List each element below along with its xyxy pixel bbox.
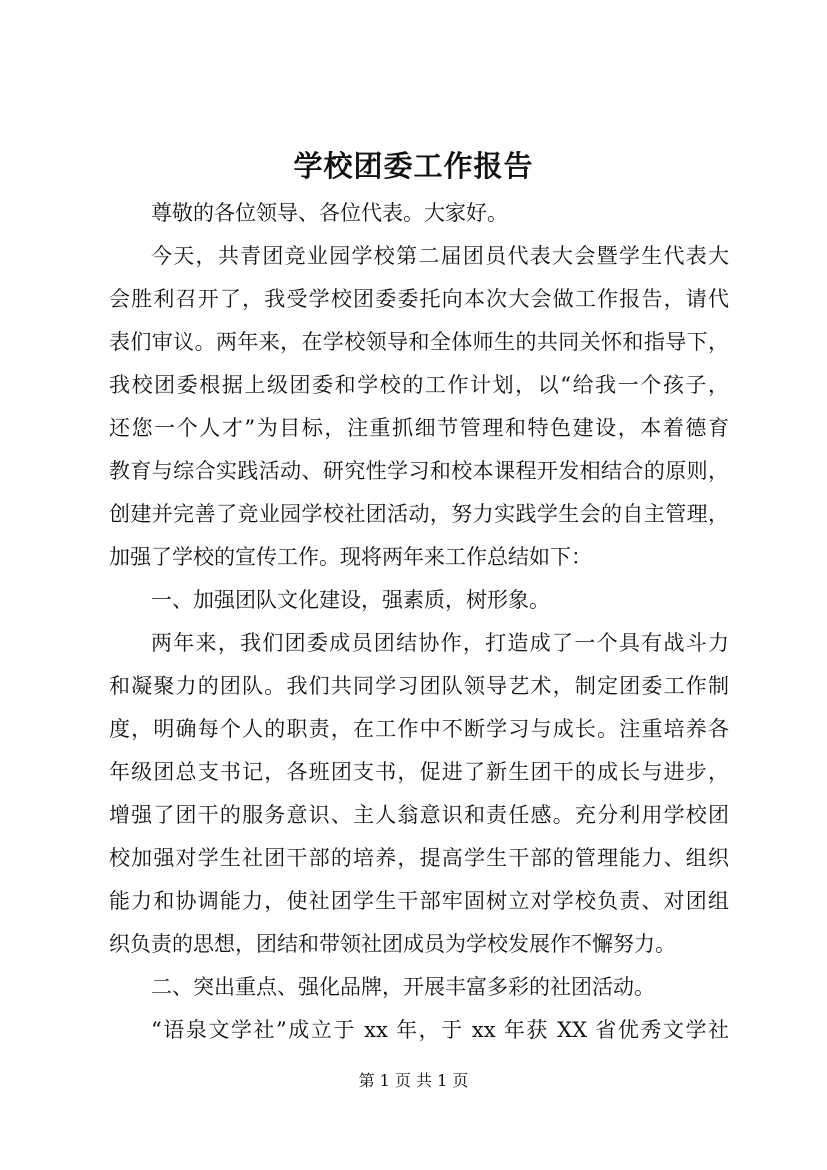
paragraph-line: 表们审议。两年来，在学校领导和全体师生的共同关怀和指导下， xyxy=(109,330,729,354)
paragraph-line: 年级团总支书记，各班团支书，促进了新生团干的成长与进步， xyxy=(109,760,729,784)
paragraph-line: 和凝聚力的团队。我们共同学习团队领导艺术，制定团委工作制 xyxy=(109,674,729,698)
paragraph-line: 织负责的思想，团结和带领社团成员为学校发展作不懈努力。 xyxy=(109,932,676,956)
paragraph-line: 还您一个人才”为目标，注重抓细节管理和特色建设，本着德育 xyxy=(109,416,729,440)
paragraph-line: 加强了学校的宣传工作。现将两年来工作总结如下： xyxy=(109,545,592,569)
paragraph-line: 教育与综合实践活动、研究性学习和校本课程开发相结合的原则， xyxy=(109,459,729,483)
paragraph-line: “语泉文学社”成立于 xx 年，于 xx 年获 XX 省优秀文学社 xyxy=(151,1018,729,1042)
paragraph-line: 两年来，我们团委成员团结协作，打造成了一个具有战斗力 xyxy=(151,631,729,655)
paragraph-line: 增强了团干的服务意识、主人翁意识和责任感。充分利用学校团 xyxy=(109,803,729,827)
paragraph-line: 创建并完善了竞业园学校社团活动，努力实践学生会的自主管理， xyxy=(109,502,729,526)
paragraph-line: 校加强对学生社团干部的培养，提高学生干部的管理能力、组织 xyxy=(109,846,729,870)
paragraph-line: 我校团委根据上级团委和学校的工作计划，以“给我一个孩子， xyxy=(109,373,729,397)
paragraph-line: 尊敬的各位领导、各位代表。大家好。 xyxy=(151,201,508,225)
paragraph-line: 度，明确每个人的职责，在工作中不断学习与成长。注重培养各 xyxy=(109,717,729,741)
document-title: 学校团委工作报告 xyxy=(293,149,534,183)
section-heading: 二、突出重点、强化品牌，开展丰富多彩的社团活动。 xyxy=(151,975,655,999)
paragraph-line: 能力和协调能力，使社团学生干部牢固树立对学校负责、对团组 xyxy=(109,889,729,913)
section-heading: 一、加强团队文化建设，强素质，树形象。 xyxy=(151,588,550,612)
paragraph-line: 会胜利召开了，我受学校团委委托向本次大会做工作报告，请代 xyxy=(109,287,729,311)
paragraph-line: 今天，共青团竞业园学校第二届团员代表大会暨学生代表大 xyxy=(151,244,729,268)
page-footer: 第 1 页 共 1 页 xyxy=(358,1071,469,1090)
document-body xyxy=(109,192,729,1052)
